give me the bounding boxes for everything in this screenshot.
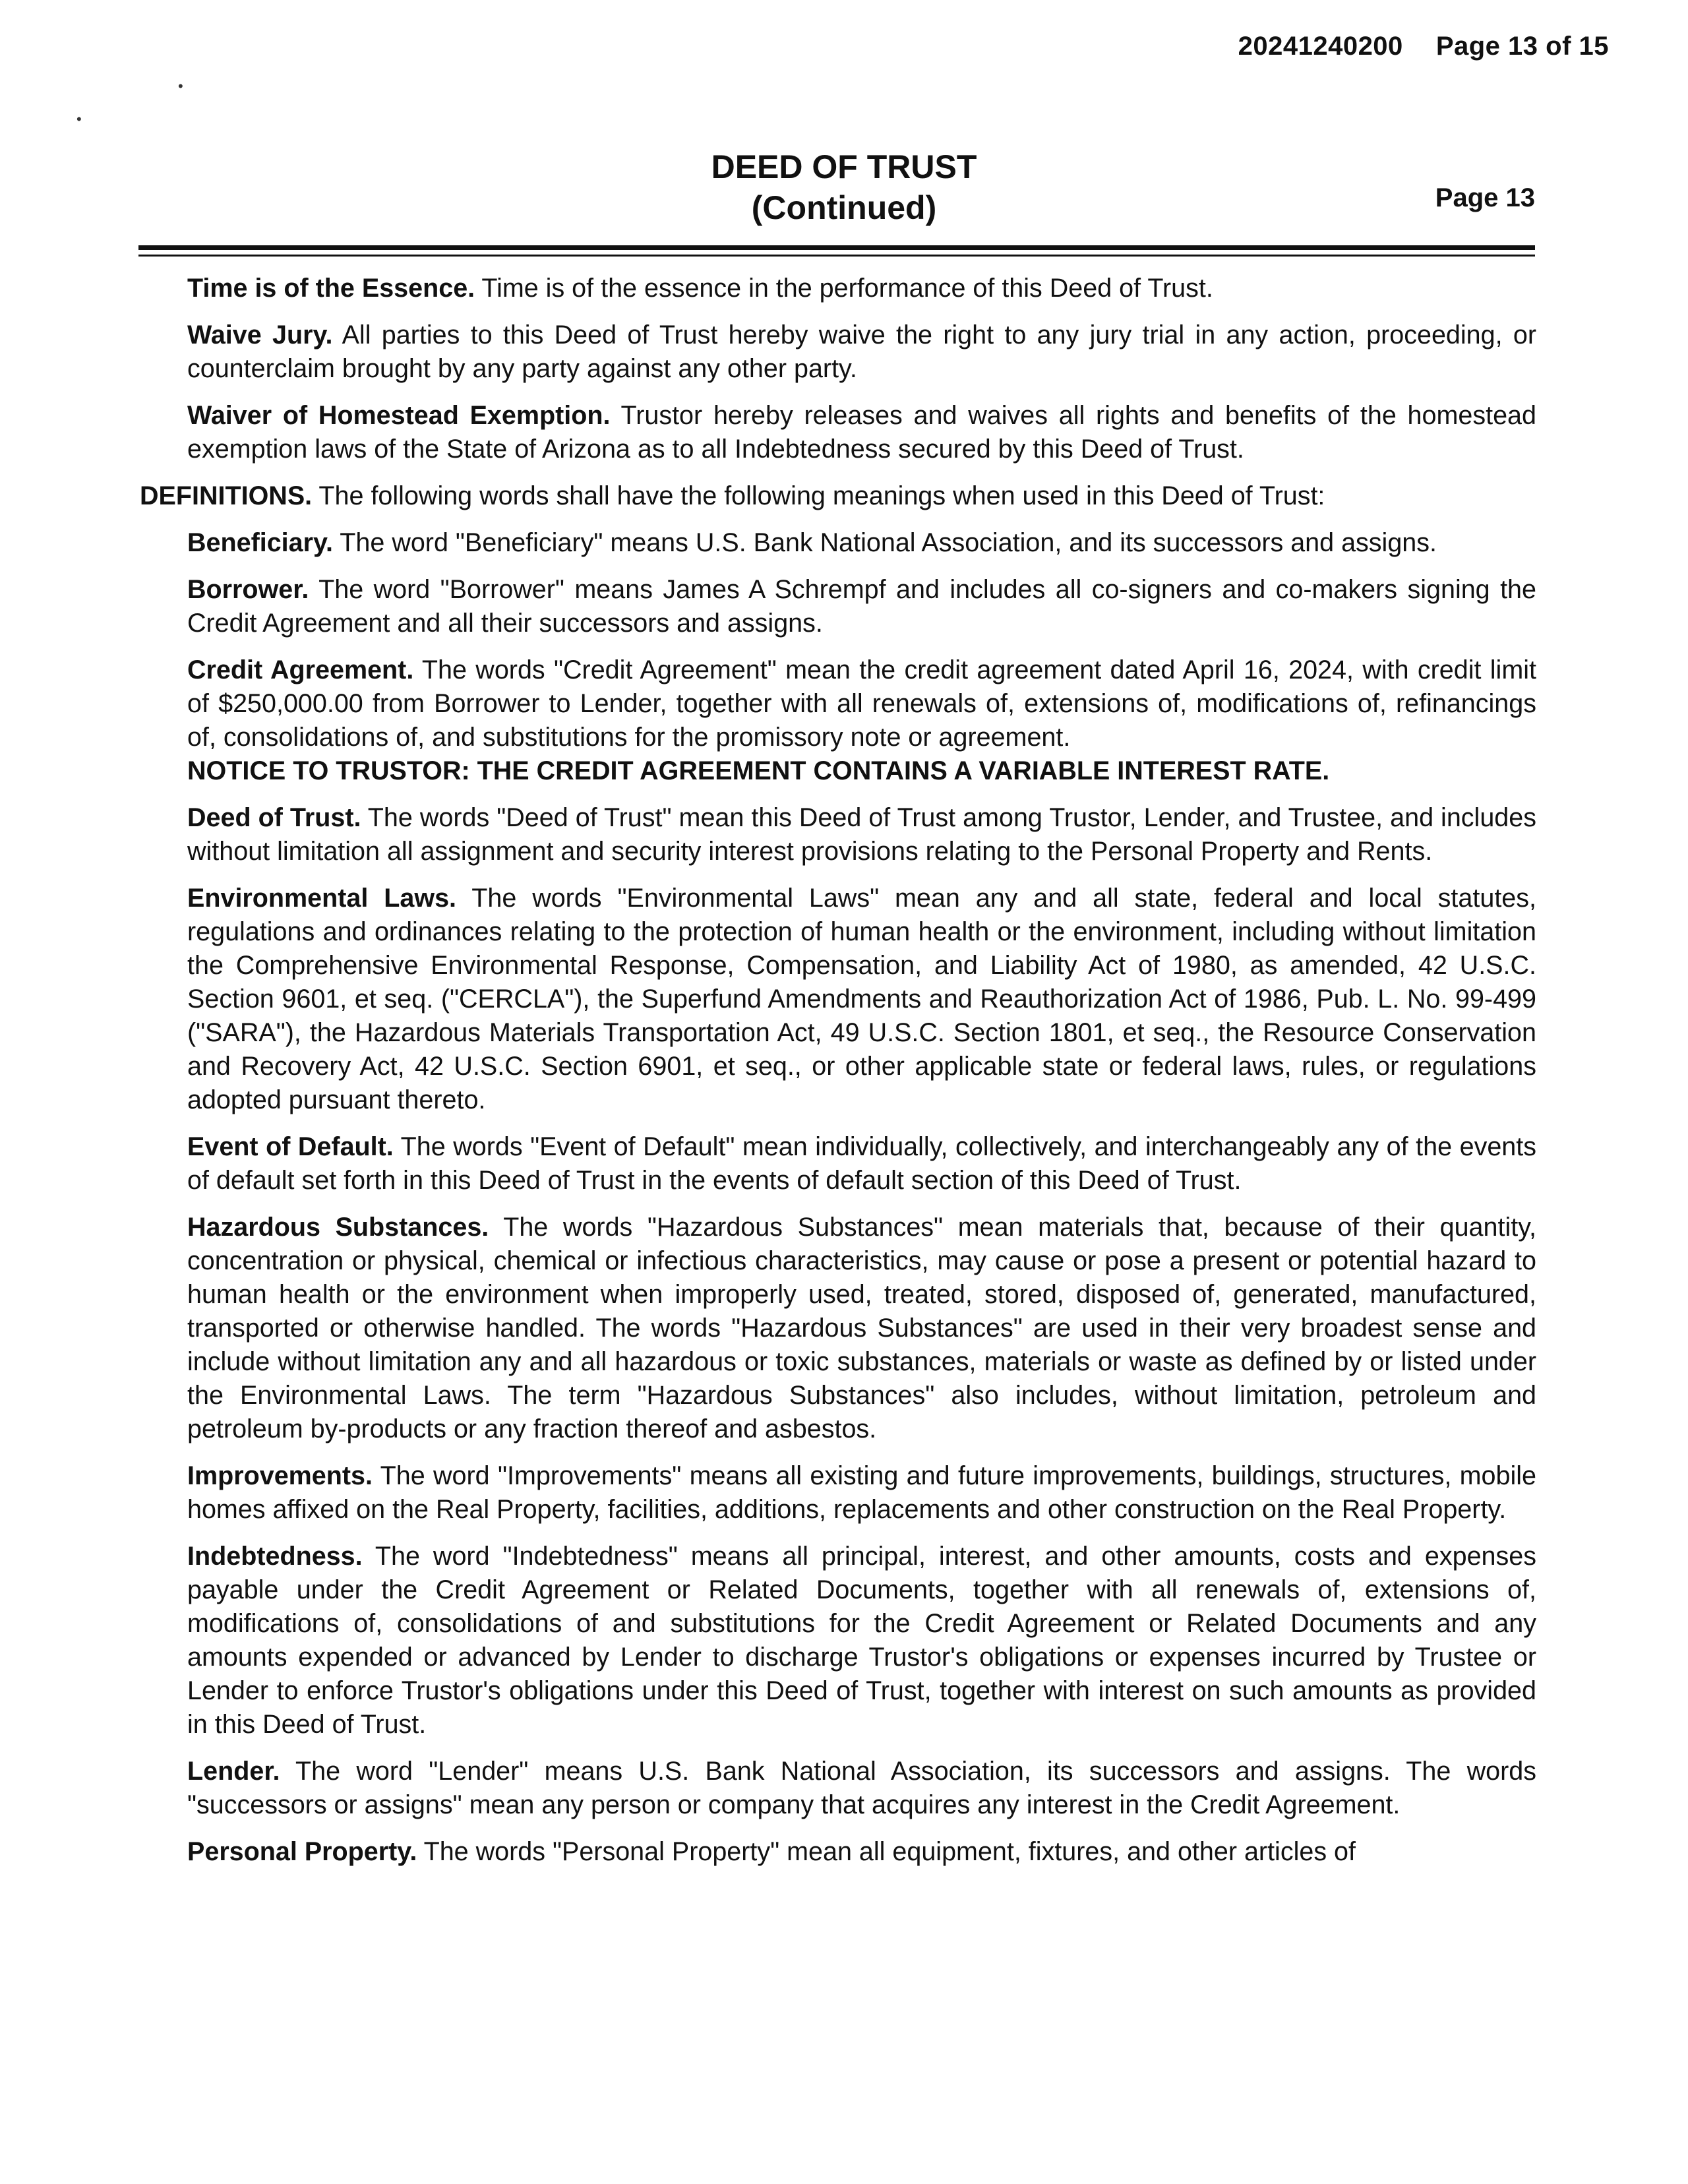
definition-term: Borrower. bbox=[187, 575, 309, 604]
definition-hazardous-substances bbox=[187, 1211, 1536, 1446]
definition-event-of-default bbox=[187, 1130, 1536, 1198]
clause-term: Waive Jury. bbox=[187, 320, 333, 349]
clause-waive-jury bbox=[187, 318, 1536, 386]
definition-term: Improvements. bbox=[187, 1461, 373, 1490]
definition-text: The words "Personal Property" mean all equipment, fixtures, and other articles of bbox=[417, 1837, 1356, 1866]
definition-term: Hazardous Substances. bbox=[187, 1213, 489, 1242]
definition-term: Beneficiary. bbox=[187, 528, 334, 557]
definition-text: The word "Lender" means U.S. Bank National Association, its successors and assigns. The words "successors or assigns" mean any person or company that acquires any interest in the Credit Agreement. bbox=[187, 1757, 1536, 1819]
definition-text: The words "Deed of Trust" mean this Deed of Trust among Trustor, Lender, and Trustee, and includes without limitation all assignment and security interest provisions relating to the Personal Property and Rents. bbox=[187, 803, 1536, 866]
section-definitions bbox=[140, 479, 1536, 513]
document-number-header bbox=[1238, 32, 1609, 61]
definition-term: Lender. bbox=[187, 1757, 280, 1786]
definition-lender bbox=[187, 1755, 1536, 1822]
section-heading: DEFINITIONS. bbox=[140, 481, 313, 510]
header-rule-thick bbox=[138, 245, 1535, 250]
section-intro: The following words shall have the following meanings when used in this Deed of Trust: bbox=[312, 481, 1325, 510]
definition-text: The word "Indebtedness" means all principal, interest, and other amounts, costs and expenses payable under the Credit Agreement or Related Documents, together with all renewals of, extensions of, modifications of, consolidations of and substitutions for the Credit Agreement or Related Documents and any amounts expended or advanced by Lender to discharge Trustor's obligations or expenses incurred by Trustee or Lender to enforce Trustor's obligations under this Deed of Trust, together with interest on such amounts as provided in this Deed of Trust. bbox=[187, 1542, 1536, 1739]
definition-text: The word "Borrower" means James A Schrempf and includes all co-signers and co-makers signing the Credit Agreement and all their successors and assigns. bbox=[187, 575, 1536, 638]
definition-indebtedness bbox=[187, 1540, 1536, 1742]
clause-time-of-essence bbox=[187, 272, 1536, 305]
definition-improvements bbox=[187, 1459, 1536, 1527]
clause-text: Trustor hereby releases and waives all rights and benefits of the homestead exemption laws of the State of Arizona as to all Indebtedness secured by this Deed of Trust. bbox=[187, 401, 1536, 464]
definition-text: The words "Event of Default" mean individually, collectively, and interchangeably any of the events of default set forth in this Deed of Trust in the events of default section of this Deed of Trust. bbox=[187, 1132, 1536, 1195]
clause-text: All parties to this Deed of Trust hereby waive the right to any jury trial in any action, proceeding, or counterclaim brought by any party against any other party. bbox=[187, 320, 1536, 383]
header-rule-thin bbox=[138, 255, 1535, 257]
definition-term: Credit Agreement. bbox=[187, 655, 414, 684]
definition-text: The words "Hazardous Substances" mean materials that, because of their quantity, concentration or physical, chemical or infectious characteristics, may cause or pose a present or potential hazard to human health or the environment when improperly used, treated, stored, disposed of, generated, manufactured, transported or otherwise handled. The words "Hazardous Substances" are used in their very broadest sense and include without limitation any and all hazardous or toxic substances, materials or waste as defined by or listed under the Environmental Laws. The term "Hazardous Substances" also includes, without limitation, petroleum and petroleum by-products or any fraction thereof and asbestos. bbox=[187, 1213, 1536, 1443]
definition-text: The word "Beneficiary" means U.S. Bank National Association, and its successors and assigns. bbox=[333, 528, 1437, 557]
definition-environmental-laws bbox=[187, 882, 1536, 1117]
definition-term: Personal Property. bbox=[187, 1837, 417, 1866]
variable-rate-notice: NOTICE TO TRUSTOR: THE CREDIT AGREEMENT CONTAINS A VARIABLE INTEREST RATE. bbox=[187, 756, 1330, 785]
definition-text: The word "Improvements" means all existing and future improvements, buildings, structures, mobile homes affixed on the Real Property, facilities, additions, replacements and other construction on the Real Property. bbox=[187, 1461, 1536, 1524]
definition-term: Environmental Laws. bbox=[187, 884, 457, 913]
document-title: DEED OF TRUST bbox=[711, 148, 977, 185]
definition-personal-property bbox=[187, 1835, 1536, 1869]
document-subtitle: (Continued) bbox=[751, 189, 937, 226]
definition-beneficiary bbox=[187, 526, 1536, 560]
page-label: Page 13 bbox=[1435, 183, 1535, 212]
definition-term: Indebtedness. bbox=[187, 1542, 363, 1571]
definition-borrower bbox=[187, 573, 1536, 640]
clause-term: Waiver of Homestead Exemption. bbox=[187, 401, 611, 430]
scan-speck: • bbox=[178, 78, 183, 94]
clause-term: Time is of the Essence. bbox=[187, 274, 475, 303]
definition-term: Deed of Trust. bbox=[187, 803, 361, 832]
definition-deed-of-trust bbox=[187, 801, 1536, 868]
clause-homestead-waiver bbox=[187, 399, 1536, 466]
recording-number: 20241240200 bbox=[1238, 32, 1403, 61]
definition-text: The words "Environmental Laws" mean any and all state, federal and local statutes, regulations and ordinances relating to the protection of human health or the environment, including without limitation the Comprehensive Environmental Response, Compensation, and Liability Act of 1980, as amended, 42 U.S.C. Section 9601, et seq. ("CERCLA"), the Superfund Amendments and Reauthorization Act of 1986, Pub. L. No. 99-499 ("SARA"), the Hazardous Materials Transportation Act, 49 U.S.C. Section 1801, et seq., the Resource Conservation and Recovery Act, 42 U.S.C. Section 6901, et seq., or other applicable state or federal laws, rules, or regulations adopted pursuant thereto. bbox=[187, 884, 1536, 1114]
document-body bbox=[140, 272, 1536, 1882]
definition-term: Event of Default. bbox=[187, 1132, 394, 1161]
definition-text: The words "Credit Agreement" mean the credit agreement dated April 16, 2024, with credit limit of $250,000.00 from Borrower to Lender, together with all renewals of, extensions of, modifications of, refinancings of, consolidations of, and substitutions for the promissory note or agreement. bbox=[187, 655, 1536, 752]
definition-credit-agreement bbox=[187, 653, 1536, 788]
clause-text: Time is of the essence in the performance of this Deed of Trust. bbox=[475, 274, 1213, 303]
scan-speck: • bbox=[76, 111, 82, 127]
page-of-count: Page 13 of 15 bbox=[1435, 32, 1609, 61]
